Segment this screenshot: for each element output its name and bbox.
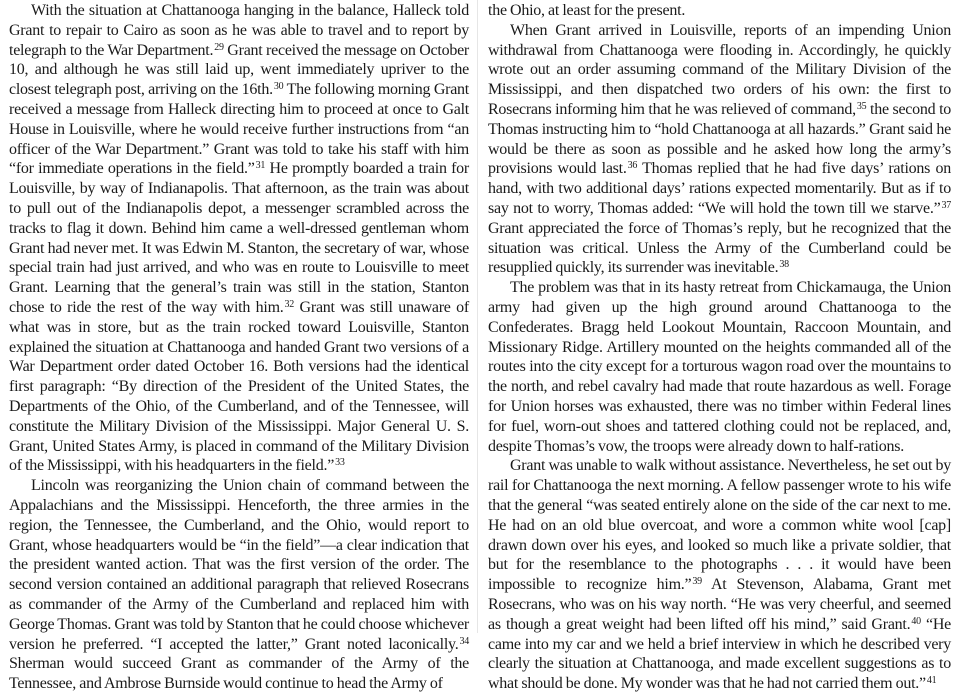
paragraph-text: the second to Thomas instructing him to “hold Chattanooga at all hazards.” Grant said he would be there as soon as possible and he asked how long the army’s provisions would last. bbox=[488, 100, 952, 178]
paragraph bbox=[488, 278, 951, 456]
paragraph bbox=[9, 1, 469, 476]
paragraph-text: With the situation at Chattanooga hanging in the balance, Halleck told Grant to repair to Cairo as soon as he was able to travel and to report by telegraph to the War Department. bbox=[9, 2, 469, 59]
footnote-marker[interactable]: 32 bbox=[284, 298, 295, 310]
footnote-marker[interactable]: 37 bbox=[941, 199, 951, 211]
footnote-marker[interactable]: 33 bbox=[335, 457, 345, 469]
footnote-marker[interactable]: 41 bbox=[926, 675, 937, 687]
left-text-column bbox=[9, 1, 469, 694]
paragraph-text: Sherman would succeed Grant as commander of the Army of the Tennessee, and Ambrose Burnside would continue to head the Army of bbox=[9, 655, 469, 693]
paragraph-text: When Grant arrived in Louisville, reports of an impending Union withdrawal from Chattanooga were flooding in. Accordingly, he quickly wrote out an order assuming command of the Military Division of the Mississippi, and then dispatched two orders of his own: the first to Rosecrans informing him that he was relieved of command, bbox=[488, 21, 951, 118]
paragraph-text: The problem was that in its hasty retreat from Chickamauga, the Union army had given up the high ground around Chattanooga to the Confederates. Bragg held Lookout Mountain, Raccoon Mountain, and Missionary Ridge. Artillery mounted on the heights commanded all of the routes into the city except for a torturous wagon road over the mountains to the north, and rebel cavalry had made that route hazardous as well. Forage for Union horses was exhausted, there was no timber within Federal lines for fuel, worn-out shoes and tattered clothing could not be replaced, and, despite Thomas’s vow, the troops were already down to half-rations. bbox=[488, 279, 951, 455]
paragraph-text: Lincoln was reorganizing the Union chain of command between the Appalachians and the Mississippi. Henceforth, the three armies in the region, the Tennessee, the Cumberland, and the Ohio, would report to Grant, whose headquarters would be “in the field”—a clear indication that the president wanted action. That was the first version of the order. The second version contained an additional paragraph that relieved Rosecrans as commander of the Army of the Cumberland and replaced him with George Thomas. Grant was told by Stanton that he could choose whichever version he preferred. “I accepted the latter,” Grant noted laconically. bbox=[9, 477, 469, 653]
footnote-marker[interactable]: 31 bbox=[255, 160, 266, 172]
right-text-column bbox=[488, 1, 951, 694]
paragraph bbox=[9, 476, 469, 694]
paragraph-text: Grant received the message on October 10, and although he was still laid up, went immediately upriver to the closest telegraph post, arriving on the 16th. bbox=[9, 41, 470, 99]
footnote-marker[interactable]: 29 bbox=[214, 41, 224, 53]
footnote-marker[interactable]: 35 bbox=[856, 100, 867, 112]
column-gutter bbox=[477, 0, 478, 633]
footnote-marker[interactable]: 40 bbox=[911, 615, 921, 627]
footnote-marker[interactable]: 39 bbox=[692, 576, 702, 588]
paragraph bbox=[488, 456, 951, 694]
footnote-marker[interactable]: 38 bbox=[779, 259, 789, 271]
footnote-marker[interactable]: 36 bbox=[627, 160, 638, 172]
paragraph-text: Thomas replied that he had five days’ rations on hand, with two additional days’ rations expected momentarily. But as if to say not to worry, Thomas added: “We will hold the town till we starve.” bbox=[488, 160, 952, 217]
paragraph-text: the Ohio, at least for the present. bbox=[488, 2, 686, 19]
footnote-marker[interactable]: 34 bbox=[459, 635, 469, 647]
paragraph-text: Grant appreciated the force of Thomas’s reply, but he recognized that the situation was critical. Unless the Army of the Cumberland could be resupplied quickly, its surrender was inevitable. bbox=[488, 219, 951, 277]
paragraph-text: Grant was unable to walk without assistance. Nevertheless, he set out by rail for Chattanooga the next morning. A fellow passenger wrote to his wife that the general “was seated entirely alone on the side of the car next to me. He had on an old blue overcoat, and wore a common white wool [cap] drawn down over his eyes, and looked so much like a private soldier, that but for the resemblance to the photographs . . . it would have been impossible to recognize him.” bbox=[488, 457, 951, 594]
paragraph-text: The following morning Grant received a message from Halleck directing him to proceed at once to Galt House in Louisville, where he would receive further instructions from “an officer of the War Department.” Grant was told to take his staff with him “for immediate operations in the field.” bbox=[9, 81, 470, 178]
paragraph-text: Grant was still unaware of what was in store, but as the train rocked toward Louisville, Stanton explained the situation at Chattanooga and handed Grant two versions of a War Department order dated October 16. Both versions had the identical first paragraph: “By direction of the President of the United States, the Departments of the Ohio, of the Cumberland, and of the Tennessee, will constitute the Military Division of the Mississippi. Major General U. S. Grant, United States Army, is placed in command of the Military Division of the Mississippi, with his headquarters in the field.” bbox=[9, 298, 470, 475]
paragraph bbox=[488, 1, 951, 21]
paragraph bbox=[488, 21, 951, 278]
paragraph-text: He promptly boarded a train for Louisville, by way of Indianapolis. That afternoon, as the train was about to pull out of the Indianapolis depot, a messenger scrambled across the tracks to flag it down. Behind him came a well-dressed gentleman whom Grant had never met. It was Edwin M. Stanton, the secretary of war, whose special train had just arrived, and who was en route to Louisville to meet Grant. Learning that the general’s train was still in the station, Stanton chose to ride the rest of the way with him. bbox=[9, 160, 469, 316]
footnote-marker[interactable]: 30 bbox=[273, 81, 284, 93]
paragraph-text: “He came into my car and we held a brief interview in which he described very clearly the situation at Chattanooga, and made excellent suggestions as to what should be done. My wonder was that he had not carried them out.” bbox=[488, 615, 952, 693]
paragraph-text: At Stevenson, Alabama, Grant met Rosecrans, who was on his way north. “He was very cheerful, and seemed as though a great weight had been lifted off his mind,” said Grant. bbox=[488, 576, 951, 633]
